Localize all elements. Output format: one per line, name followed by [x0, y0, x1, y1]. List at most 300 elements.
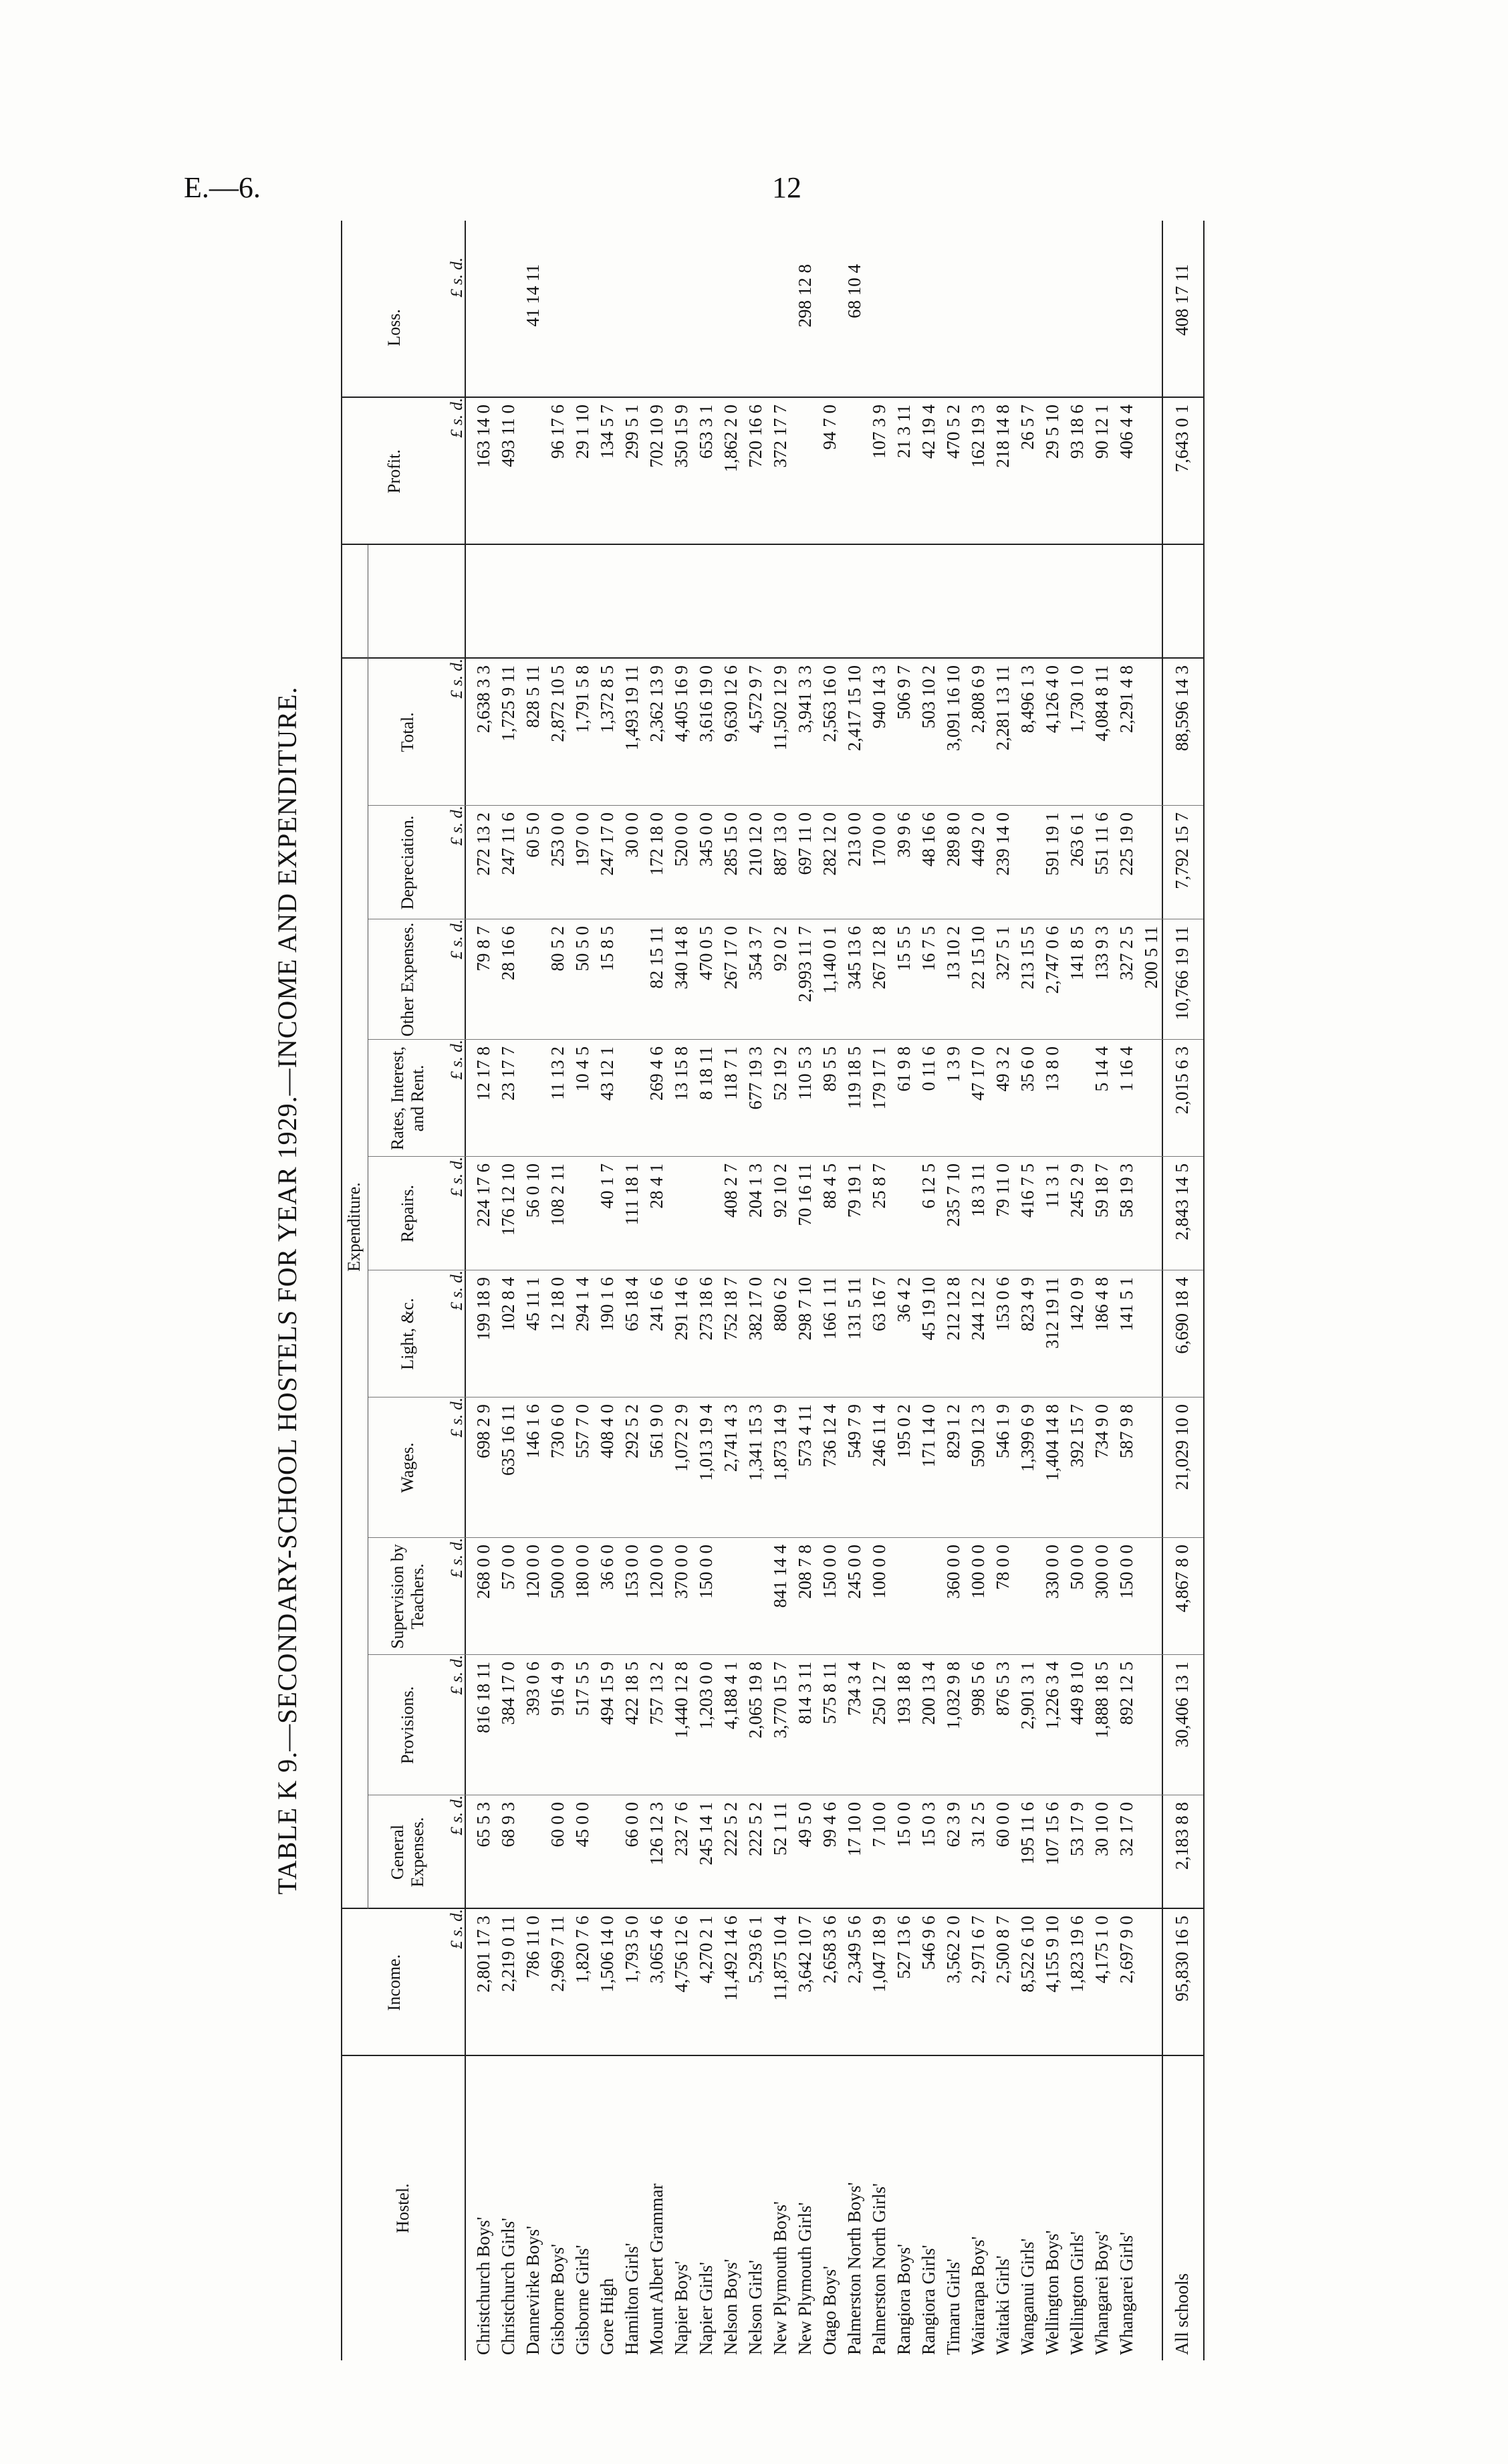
cell-other: 345 13 6	[844, 926, 864, 990]
cell-repairs: 408 2 7	[721, 1163, 741, 1218]
cell-depreciation: 520 0 0	[671, 812, 691, 867]
cell-profit: 93 18 6	[1067, 405, 1087, 459]
cell-profit: 702 10 9	[646, 405, 666, 468]
cell-total: 2,281 13 11	[993, 665, 1013, 751]
cell-light: 153 0 6	[993, 1277, 1013, 1331]
cell-general: 99 4 6	[820, 1802, 840, 1847]
cell-other: 79 8 7	[473, 926, 493, 972]
cell-other: 13 10 2	[943, 926, 963, 980]
cell-rates: 12 17 8	[473, 1046, 493, 1101]
cell-depreciation: 239 14 0	[993, 812, 1013, 876]
table-row	[892, 221, 916, 2360]
cell-provisions: 2,901 3 1	[1017, 1662, 1037, 1730]
cell-profit: 42 19 4	[918, 405, 938, 459]
cell-rates	[521, 1046, 545, 1157]
cell-total: 2,872 10 5	[547, 665, 568, 742]
cell-provisions: 816 18 11	[473, 1662, 493, 1733]
cell-profit: 372 17 7	[770, 405, 790, 468]
cell-wages: 392 15 7	[1067, 1404, 1087, 1468]
cell-light: 45 11 1	[523, 1277, 543, 1331]
cell-other: 267 17 0	[721, 926, 741, 990]
income-expenditure-table	[341, 221, 1223, 2360]
cell-repairs	[694, 1163, 719, 1270]
table-row	[1065, 221, 1090, 2360]
cell-profit: 29 1 10	[572, 405, 592, 459]
cell-repairs: 58 19 3	[1116, 1163, 1136, 1218]
cell-provisions: 250 12 7	[869, 1662, 889, 1725]
cell-general: 53 17 9	[1067, 1802, 1087, 1856]
cell-income: 2,801 17 3	[473, 1916, 493, 1993]
cell-loss: 298 12 8	[795, 264, 815, 328]
hostel-name: Whangarei Boys'	[1092, 2231, 1112, 2355]
cell-general: 7 10 0	[869, 1802, 889, 1847]
cell-income: 4,175 1 0	[1092, 1916, 1112, 1984]
cell-depreciation: 449 2 0	[968, 812, 988, 867]
cell-provisions: 393 0 6	[523, 1662, 543, 1716]
cell-provisions: 1,032 9 8	[943, 1662, 963, 1730]
cell-loss	[1139, 264, 1164, 398]
cell-general: 60 0 0	[547, 1802, 568, 1847]
table-row	[595, 221, 620, 2360]
cell-general: 52 1 11	[770, 1802, 790, 1856]
cell-provisions: 575 8 11	[820, 1662, 840, 1724]
hostel-name: Nelson Girls'	[745, 2259, 765, 2355]
col-head-supervision: Supervision by Teachers.	[388, 1544, 427, 1649]
cell-wages	[1139, 1404, 1164, 1538]
cell-total: 2,563 16 0	[820, 665, 840, 742]
cell-loss	[1090, 264, 1114, 398]
cell-general: 15 0 3	[918, 1802, 938, 1847]
cell-loss	[496, 264, 521, 398]
cell-supervision: 300 0 0	[1092, 1545, 1112, 1599]
cell-repairs	[570, 1163, 595, 1270]
cell-income: 527 13 6	[894, 1916, 914, 1979]
cell-wages: 829 1 2	[943, 1404, 963, 1458]
cell-supervision: 150 0 0	[696, 1545, 716, 1599]
table-row	[620, 221, 644, 2360]
cell-total: 4,126 4 0	[1042, 665, 1062, 734]
cell-loss	[1040, 264, 1065, 398]
cell-total: 828 5 11	[523, 665, 543, 728]
cell-supervision: 100 0 0	[968, 1545, 988, 1599]
rotated-table-block	[247, 221, 1223, 2360]
cell-loss	[916, 264, 941, 398]
unit-label-total: £ s. d.	[448, 659, 466, 699]
cell-repairs: 204 1 3	[745, 1163, 765, 1218]
cell-other: 200 5 11	[1141, 926, 1161, 989]
cell-total: 2,417 15 10	[844, 665, 864, 752]
col-head-general: General Expenses.	[388, 1817, 427, 1888]
hostel-name: Christchurch Boys'	[473, 2217, 493, 2355]
cell-general: 195 11 6	[1017, 1802, 1037, 1865]
cell-provisions: 384 17 0	[498, 1662, 518, 1725]
cell-light: 312 19 11	[1042, 1277, 1062, 1349]
cell-rates	[620, 1046, 644, 1157]
cell-repairs: 224 17 6	[473, 1163, 493, 1227]
cell-loss	[595, 264, 620, 398]
cell-supervision: 50 0 0	[1067, 1545, 1087, 1590]
cell-income: 8,522 6 10	[1017, 1916, 1037, 1993]
cell-general: 30 10 0	[1092, 1802, 1112, 1856]
cell-supervision: 120 0 0	[646, 1545, 666, 1599]
cell-wages: 246 11 4	[869, 1404, 889, 1467]
cell-provisions: 30,406 13 1	[1172, 1662, 1192, 1748]
cell-light: 131 5 11	[844, 1277, 864, 1340]
table-row	[991, 221, 1015, 2360]
cell-profit: 94 7 0	[820, 405, 840, 450]
cell-light	[1139, 1277, 1164, 1397]
cell-repairs	[1139, 1163, 1164, 1270]
cell-rates: 47 17 0	[968, 1046, 988, 1101]
cell-income: 2,219 0 11	[498, 1916, 518, 1992]
cell-income: 4,756 12 6	[671, 1916, 691, 1993]
cell-general: 31 2 5	[968, 1802, 988, 1847]
cell-depreciation	[1015, 812, 1040, 919]
cell-depreciation: 39 9 6	[894, 812, 914, 858]
unit-label-wages: £ s. d.	[448, 1397, 466, 1438]
cell-other: 16 7 5	[918, 926, 938, 972]
cell-repairs: 176 12 10	[498, 1163, 518, 1236]
cell-wages: 1,341 15 3	[745, 1404, 765, 1481]
cell-repairs: 18 3 11	[968, 1163, 988, 1217]
cell-general: 49 5 0	[795, 1802, 815, 1847]
cell-light: 752 18 7	[721, 1277, 741, 1341]
cell-supervision	[892, 1545, 916, 1655]
cell-general: 245 14 1	[696, 1802, 716, 1866]
cell-loss	[694, 264, 719, 398]
cell-income: 11,492 14 6	[721, 1916, 741, 2001]
cell-other: 92 0 2	[770, 926, 790, 972]
cell-general: 65 5 3	[473, 1802, 493, 1847]
cell-wages: 408 4 0	[597, 1404, 617, 1458]
cell-wages: 561 9 0	[646, 1404, 666, 1458]
cell-depreciation: 30 0 0	[622, 812, 642, 858]
cell-total: 3,091 16 10	[943, 665, 963, 752]
cell-total: 940 14 3	[869, 665, 889, 729]
cell-income: 11,875 10 4	[770, 1916, 790, 2001]
cell-supervision	[1015, 1545, 1040, 1655]
unit-label-income: £ s. d.	[448, 1909, 466, 1949]
cell-supervision: 268 0 0	[473, 1545, 493, 1599]
hostel-name: Gisborne Boys'	[547, 2243, 568, 2355]
cell-wages: 1,399 6 9	[1017, 1404, 1037, 1472]
cell-wages: 1,873 14 9	[770, 1404, 790, 1481]
cell-income: 3,642 10 7	[795, 1916, 815, 1993]
table-row	[496, 221, 521, 2360]
cell-light: 241 6 6	[646, 1277, 666, 1331]
cell-loss	[818, 264, 842, 398]
cell-total: 2,291 4 8	[1116, 665, 1136, 734]
table-row	[521, 221, 545, 2360]
cell-profit: 218 14 8	[993, 405, 1013, 468]
hostel-name: Rangiora Boys'	[894, 2243, 914, 2355]
cell-provisions: 892 12 5	[1116, 1662, 1136, 1725]
cell-general: 66 0 0	[622, 1802, 642, 1847]
table-row	[669, 221, 694, 2360]
cell-other: 10,766 19 11	[1172, 926, 1192, 1020]
cell-income: 1,047 18 9	[869, 1916, 889, 1993]
cell-provisions: 494 15 9	[597, 1662, 617, 1725]
cell-rates: 118 7 1	[721, 1046, 741, 1100]
cell-supervision: 841 14 4	[770, 1545, 790, 1608]
hostel-name: Napier Girls'	[696, 2261, 716, 2355]
cell-provisions: 1,440 12 8	[671, 1662, 691, 1739]
cell-loss: 408 17 11	[1172, 264, 1192, 336]
cell-total: 1,725 9 11	[498, 665, 518, 742]
cell-wages: 573 4 11	[795, 1404, 815, 1467]
cell-other: 15 5 5	[894, 926, 914, 972]
unit-label-depreciation: £ s. d.	[448, 806, 466, 846]
cell-repairs: 92 10 2	[770, 1163, 790, 1218]
cell-depreciation: 247 17 0	[597, 812, 617, 876]
hostel-name: Whangarei Girls'	[1116, 2231, 1136, 2355]
cell-depreciation: 285 15 0	[721, 812, 741, 876]
cell-light: 166 1 11	[820, 1277, 840, 1340]
cell-income: 1,793 5 0	[622, 1916, 642, 1984]
cell-supervision: 57 0 0	[498, 1545, 518, 1590]
hostel-name: Mount Albert Grammar	[646, 2183, 666, 2355]
cell-loss: 41 14 11	[523, 264, 543, 327]
cell-wages: 546 1 9	[993, 1404, 1013, 1458]
table-row	[570, 221, 595, 2360]
table-row	[694, 221, 719, 2360]
cell-wages: 292 5 2	[622, 1404, 642, 1458]
cell-repairs: 6 12 5	[918, 1163, 938, 1209]
cell-wages: 1,013 19 4	[696, 1404, 716, 1481]
cell-repairs: 245 2 9	[1067, 1163, 1087, 1218]
cell-repairs: 235 7 10	[943, 1163, 963, 1227]
cell-profit: 653 3 1	[696, 405, 716, 459]
unit-label-other: £ s. d.	[448, 919, 466, 960]
cell-loss	[719, 264, 743, 398]
cell-rates: 49 3 2	[993, 1046, 1013, 1092]
cell-profit: 96 17 6	[547, 405, 568, 459]
cell-loss	[669, 264, 694, 398]
cell-depreciation: 213 0 0	[844, 812, 864, 867]
cell-loss	[1015, 264, 1040, 398]
cell-total: 4,405 16 9	[671, 665, 691, 742]
cell-repairs: 416 7 5	[1017, 1163, 1037, 1218]
cell-provisions: 193 18 8	[894, 1662, 914, 1725]
cell-general: 107 15 6	[1042, 1802, 1062, 1866]
hostel-name: Palmerston North Girls'	[869, 2183, 889, 2355]
table-row	[1040, 221, 1065, 2360]
cell-supervision: 150 0 0	[1116, 1545, 1136, 1599]
cell-rates: 0 11 6	[918, 1046, 938, 1091]
cell-rates: 1 3 9	[943, 1046, 963, 1083]
cell-rates: 677 19 3	[745, 1046, 765, 1110]
cell-depreciation: 887 13 0	[770, 812, 790, 876]
cell-general: 222 5 2	[745, 1802, 765, 1856]
cell-depreciation: 289 8 0	[943, 812, 963, 867]
cell-loss	[644, 264, 669, 398]
cell-income: 1,820 7 6	[572, 1916, 592, 1984]
cell-supervision	[1139, 1545, 1164, 1655]
unit-label-general: £ s. d.	[448, 1795, 466, 1835]
cell-repairs: 56 0 10	[523, 1163, 543, 1218]
cell-loss	[941, 264, 966, 398]
cell-rates: 8 18 11	[696, 1046, 716, 1100]
cell-supervision: 360 0 0	[943, 1545, 963, 1599]
cell-general: 45 0 0	[572, 1802, 592, 1847]
cell-income: 95,830 16 5	[1172, 1916, 1192, 2002]
cell-other: 82 15 11	[646, 926, 666, 989]
cell-income: 3,562 2 0	[943, 1916, 963, 1984]
cell-rates: 35 6 0	[1017, 1046, 1037, 1092]
col-head-expenditure: Expenditure.	[344, 1182, 364, 1272]
hostel-name: All schools	[1172, 2273, 1192, 2355]
cell-depreciation	[1139, 812, 1164, 919]
cell-profit: 406 4 4	[1116, 405, 1136, 459]
table-row	[719, 221, 743, 2360]
cell-provisions: 998 5 6	[968, 1662, 988, 1716]
cell-profit: 7,643 0 1	[1172, 405, 1192, 473]
cell-profit: 21 3 11	[894, 405, 914, 458]
cell-rates: 13 8 0	[1042, 1046, 1062, 1092]
table-row	[916, 221, 941, 2360]
cell-wages: 146 1 6	[523, 1404, 543, 1458]
cell-depreciation: 48 16 6	[918, 812, 938, 867]
hostel-name: Gore High	[597, 2278, 617, 2355]
cell-general: 68 9 3	[498, 1802, 518, 1847]
cell-supervision: 78 0 0	[993, 1545, 1013, 1590]
hostel-name: Palmerston North Boys'	[844, 2182, 864, 2355]
cell-other: 50 5 0	[572, 926, 592, 972]
hostel-name: Wellington Boys'	[1042, 2230, 1062, 2355]
cell-general: 60 0 0	[993, 1802, 1013, 1847]
cell-light: 291 14 6	[671, 1277, 691, 1341]
cell-light: 12 18 0	[547, 1277, 568, 1331]
cell-loss	[867, 264, 892, 398]
cell-total: 3,941 3 3	[795, 665, 815, 734]
cell-rates: 11 13 2	[547, 1046, 568, 1100]
col-head-other: Other Expenses.	[398, 922, 418, 1037]
cell-light: 102 8 4	[498, 1277, 518, 1331]
cell-depreciation: 170 0 0	[869, 812, 889, 867]
table-row	[842, 221, 867, 2360]
cell-general: 32 17 0	[1116, 1802, 1136, 1856]
cell-rates: 89 5 5	[820, 1046, 840, 1092]
cell-income: 1,506 14 0	[597, 1916, 617, 1993]
hostel-name: Dannevirke Boys'	[523, 2225, 543, 2355]
cell-income: 1,823 19 6	[1067, 1916, 1087, 1993]
cell-loss	[620, 264, 644, 398]
cell-repairs: 108 2 11	[547, 1163, 568, 1226]
cell-supervision: 120 0 0	[523, 1545, 543, 1599]
cell-income: 4,155 9 10	[1042, 1916, 1062, 1993]
cell-rates: 43 12 1	[597, 1046, 617, 1101]
cell-depreciation: 60 5 0	[523, 812, 543, 858]
cell-provisions: 517 5 5	[572, 1662, 592, 1716]
cell-depreciation: 591 19 1	[1042, 812, 1062, 876]
cell-light: 244 12 2	[968, 1277, 988, 1341]
cell-supervision: 245 0 0	[844, 1545, 864, 1599]
cell-supervision: 208 7 8	[795, 1545, 815, 1599]
cell-other: 2,993 11 7	[795, 926, 815, 1002]
col-head-repairs: Repairs.	[398, 1185, 418, 1242]
cell-profit: 299 5 1	[622, 405, 642, 459]
cell-total: 4,084 8 11	[1092, 665, 1112, 742]
cell-supervision: 500 0 0	[547, 1545, 568, 1599]
col-head-profit: Profit.	[384, 449, 404, 493]
cell-total: 1,791 5 8	[572, 665, 592, 734]
table-row	[1114, 221, 1139, 2360]
hostel-name: Christchurch Girls'	[498, 2217, 518, 2355]
cell-profit: 163 14 0	[473, 405, 493, 468]
table-row	[644, 221, 669, 2360]
cell-light: 199 18 9	[473, 1277, 493, 1341]
cell-total: 4,572 9 7	[745, 665, 765, 734]
cell-provisions: 449 8 10	[1067, 1662, 1087, 1725]
unit-label-supervision: £ s. d.	[448, 1538, 466, 1578]
cell-profit: 107 3 9	[869, 405, 889, 459]
cell-wages: 736 12 4	[820, 1404, 840, 1468]
cell-total: 1,372 8 5	[597, 665, 617, 734]
cell-light: 63 16 7	[869, 1277, 889, 1331]
cell-supervision	[916, 1545, 941, 1655]
totals-row	[1170, 221, 1195, 2360]
cell-depreciation: 172 18 0	[646, 812, 666, 876]
cell-loss	[570, 264, 595, 398]
cell-supervision: 153 0 0	[622, 1545, 642, 1599]
cell-total: 88,596 14 3	[1172, 665, 1192, 752]
cell-general	[595, 1802, 620, 1909]
page-number: 12	[772, 171, 801, 204]
unit-label-repairs: £ s. d.	[448, 1157, 466, 1197]
col-head-provisions: Provisions.	[398, 1686, 418, 1765]
cell-loss	[991, 264, 1015, 398]
cell-repairs: 79 11 0	[993, 1163, 1013, 1217]
cell-rates: 1 16 4	[1116, 1046, 1136, 1092]
unit-label-provisions: £ s. d.	[448, 1655, 466, 1695]
hostel-name: Waitaki Girls'	[993, 2255, 1013, 2355]
table-row	[867, 221, 892, 2360]
cell-other: 141 8 5	[1067, 926, 1087, 980]
cell-total: 2,362 13 9	[646, 665, 666, 742]
cell-loss	[1065, 264, 1090, 398]
cell-general	[521, 1802, 545, 1909]
cell-total: 3,616 19 0	[696, 665, 716, 742]
unit-label-light: £ s. d.	[448, 1270, 466, 1311]
hostel-name: Nelson Boys'	[721, 2259, 741, 2355]
cell-wages: 171 14 0	[918, 1404, 938, 1468]
cell-depreciation: 7,792 15 7	[1172, 812, 1192, 889]
cell-repairs	[892, 1163, 916, 1270]
cell-repairs: 70 16 11	[795, 1163, 815, 1226]
hostel-name: Wellington Girls'	[1067, 2231, 1087, 2355]
cell-total: 503 10 2	[918, 665, 938, 729]
cell-provisions: 734 3 4	[844, 1662, 864, 1716]
cell-depreciation: 272 13 2	[473, 812, 493, 876]
hostel-name: Wanganui Girls'	[1017, 2238, 1037, 2355]
hostel-name: Rangiora Girls'	[918, 2245, 938, 2355]
cell-other: 267 12 8	[869, 926, 889, 990]
cell-repairs: 111 18 1	[622, 1163, 642, 1226]
cell-rates: 13 15 8	[671, 1046, 691, 1101]
cell-profit	[521, 405, 545, 545]
cell-supervision: 36 6 0	[597, 1545, 617, 1590]
cell-rates: 119 18 5	[844, 1046, 864, 1109]
cell-light: 65 18 4	[622, 1277, 642, 1331]
cell-profit	[842, 405, 867, 545]
hostel-name: New Plymouth Boys'	[770, 2201, 790, 2355]
table-row	[743, 221, 768, 2360]
cell-total: 11,502 12 9	[770, 665, 790, 751]
hostel-name: New Plymouth Girls'	[795, 2202, 815, 2355]
cell-provisions: 916 4 9	[547, 1662, 568, 1716]
cell-rates	[1065, 1046, 1090, 1157]
col-head-depreciation: Depreciation.	[398, 815, 418, 910]
